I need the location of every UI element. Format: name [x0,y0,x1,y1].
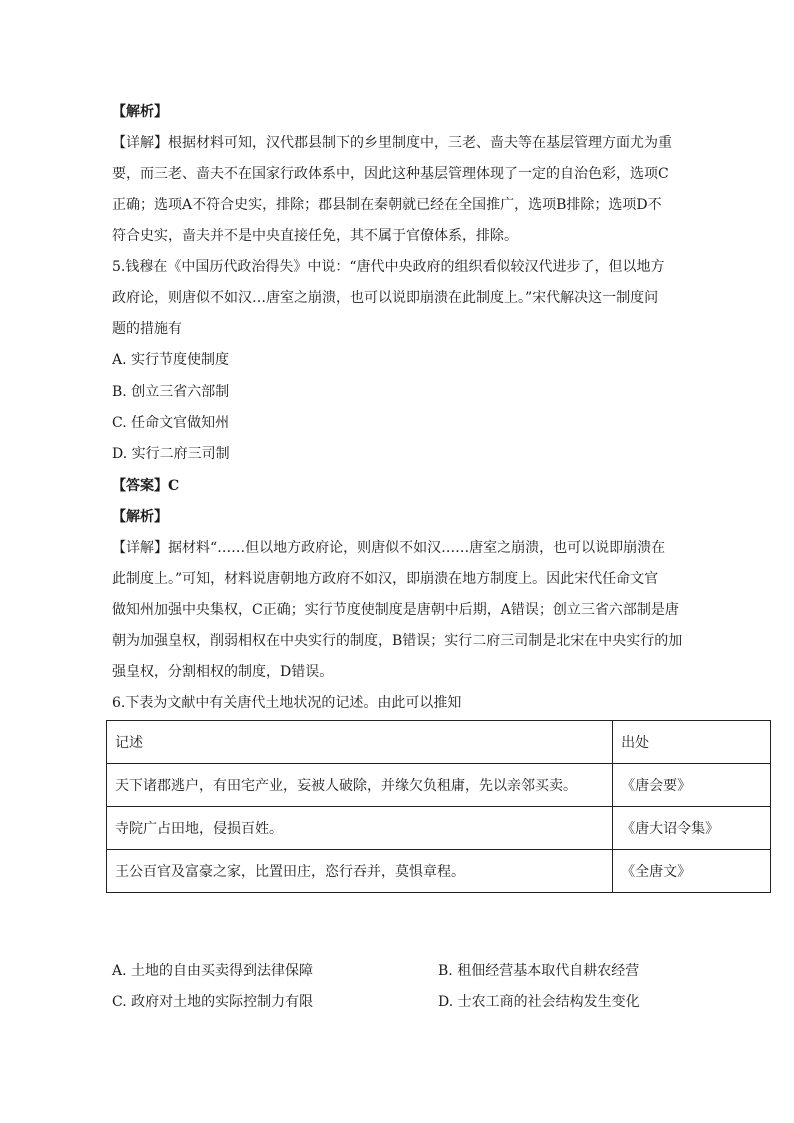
q5-answer: 【答案】C [112,478,180,494]
q5-analysis-line-2: 此制度上。”可知，材料说唐朝地方政府不如汉，即崩溃在地方制度上。因此宋代任命文官 [112,571,659,587]
table-cell-record: 天下诸郡逃户，有田宅产业，妄被人破除，并缘欠负租庸，先以亲邻买卖。 [107,764,613,807]
q5-stem-line-1: 5.钱穆在《中国历代政治得失》中说：“唐代中央政府的组织看似较汉代进步了，但以地方 [112,259,665,275]
table-cell-source: 《全唐文》 [613,850,771,893]
q5-option-c: C. 任命文官做知州 [112,415,230,431]
table-row [107,850,771,893]
table-cell-source: 《唐会要》 [613,764,771,807]
q5-option-a: A. 实行节度使制度 [112,352,230,368]
q4-analysis-line-2: 要，而三老、啬夫不在国家行政体系中，因此这种基层管理体现了一定的自治色彩，选项C [112,166,669,182]
table-cell-record: 寺院广占田地，侵损百姓。 [107,807,613,850]
q5-analysis-line-1: 【详解】据材料“……但以地方政府论，则唐似不如汉……唐室之崩溃，也可以说即崩溃在 [112,540,666,556]
q6-option-d: D. 士农工商的社会结构发生变化 [438,994,640,1010]
q5-analysis-heading: 【解析】 [112,509,168,525]
q6-option-a: A. 土地的自由买卖得到法律保障 [112,963,314,979]
q5-stem-line-2: 政府论，则唐似不如汉…唐室之崩溃，也可以说即崩溃在此制度上。”宋代解决这一制度问 [112,290,659,306]
table-header-record: 记述 [107,721,613,764]
q5-stem-line-3: 题的措施有 [112,321,182,337]
q5-analysis-line-4: 朝为加强皇权，削弱相权在中央实行的制度，B错误；实行二府三司制是北宋在中央实行的加 [112,633,683,649]
q6-option-c: C. 政府对土地的实际控制力有限 [112,994,314,1010]
q5-option-d: D. 实行二府三司制 [112,446,230,462]
q4-analysis-line-4: 符合史实，啬夫并不是中央直接任免，其不属于官僚体系，排除。 [112,228,518,244]
table-header-row [107,721,771,764]
q4-analysis-line-3: 正确；选项A不符合史实，排除；郡县制在秦朝就已经在全国推广，选项B排除；选项D不 [112,197,662,213]
table-row [107,764,771,807]
table-cell-source: 《唐大诏令集》 [613,807,771,850]
table-row [107,807,771,850]
q6-source-table [106,720,771,893]
q5-option-b: B. 创立三省六部制 [112,384,230,400]
q6-stem: 6.下表为文献中有关唐代土地状况的记述。由此可以推知 [112,695,462,711]
table-cell-record: 王公百官及富豪之家，比置田庄，恣行吞并，莫惧章程。 [107,850,613,893]
q4-analysis-line-1: 【详解】根据材料可知，汉代郡县制下的乡里制度中，三老、啬夫等在基层管理方面尤为重 [112,135,672,151]
q4-analysis-heading: 【解析】 [112,104,168,120]
q5-analysis-line-5: 强皇权，分割相权的制度，D错误。 [112,664,334,680]
table-header-source: 出处 [613,721,771,764]
q6-option-b: B. 租佃经营基本取代自耕农经营 [438,963,640,979]
q5-analysis-line-3: 做知州加强中央集权，C正确；实行节度使制度是唐朝中后期，A错误；创立三省六部制是唐 [112,602,679,618]
